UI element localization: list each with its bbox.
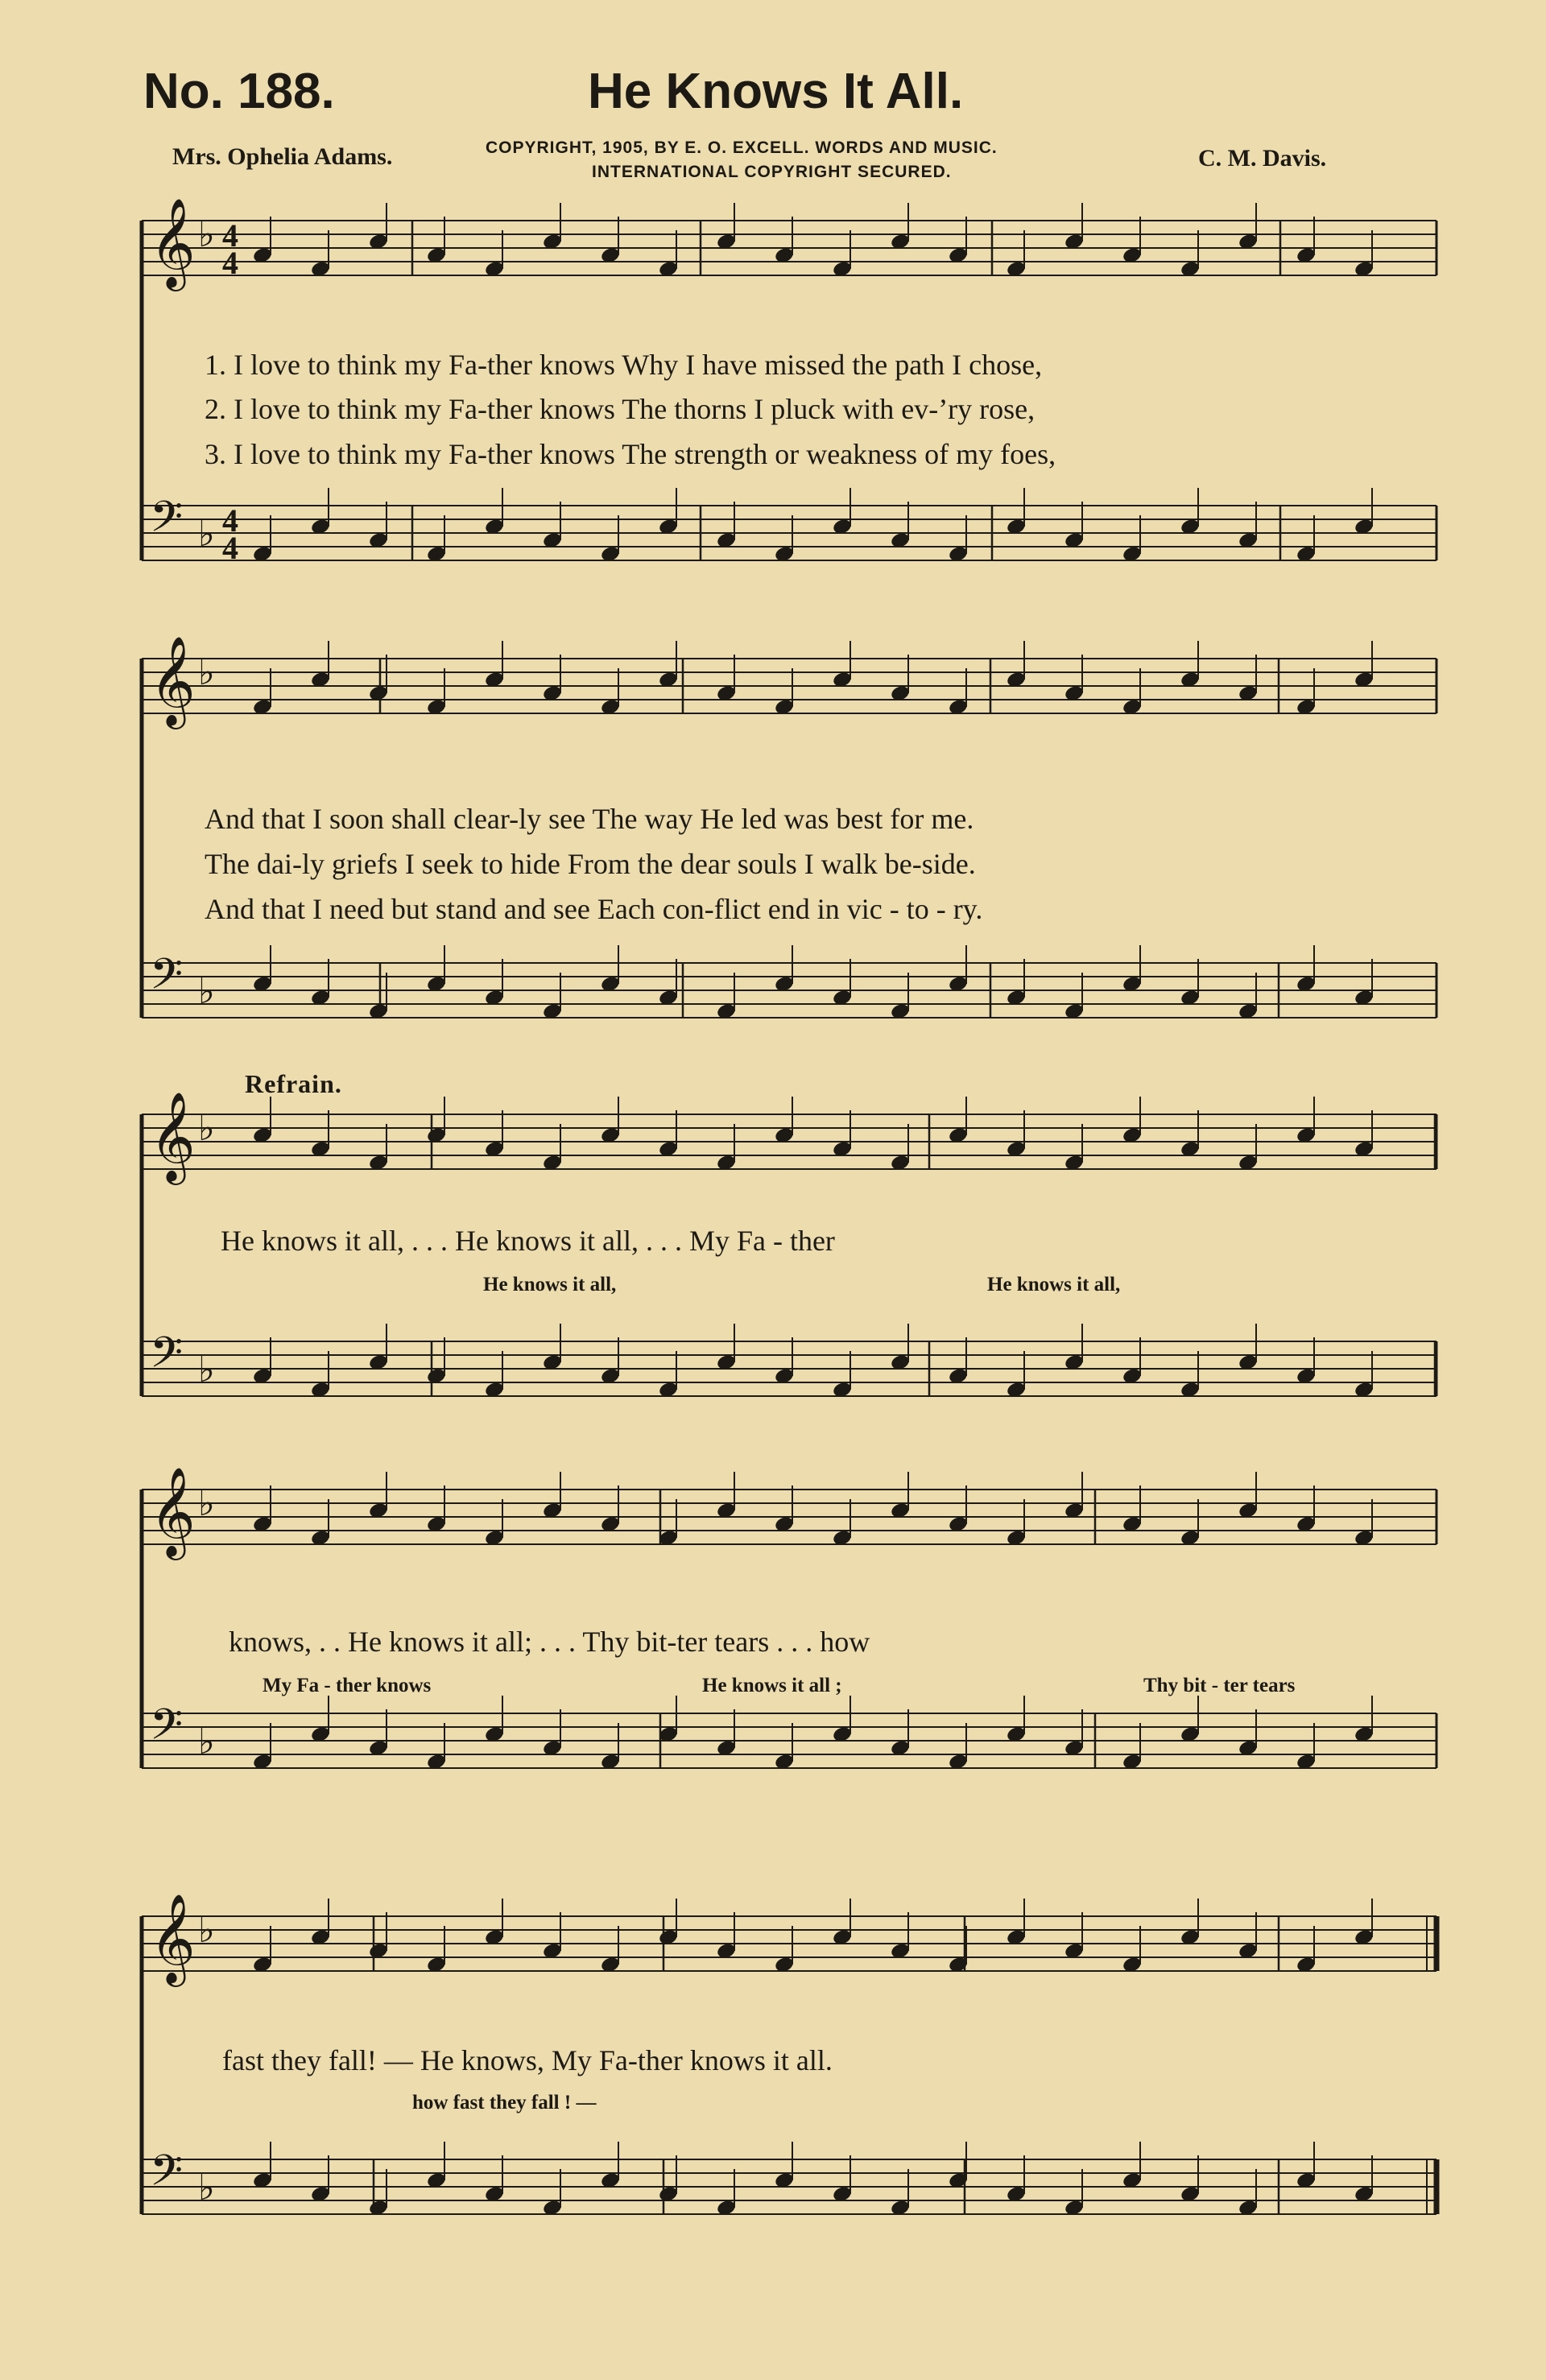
flat-sign: ♭ bbox=[198, 652, 215, 693]
flat-sign: ♭ bbox=[198, 1910, 215, 1951]
refrain-label: Refrain. bbox=[245, 1069, 342, 1098]
treble-clef: 𝄞 bbox=[150, 635, 196, 725]
verse-2-line-1: 2. I love to think my Fa-ther knows The thorns I pluck with ev-’ry rose, bbox=[205, 393, 1035, 425]
flat-sign: ♭ bbox=[198, 214, 215, 255]
time-signature-bottom: 4 bbox=[222, 245, 238, 281]
flat-sign: ♭ bbox=[198, 1483, 215, 1524]
treble-clef: 𝄞 bbox=[150, 1466, 196, 1556]
refrain-echo-6: how fast they fall ! — bbox=[412, 2092, 597, 2113]
refrain-line-1: He knows it all, . . . He knows it all, . . . My Fa - ther bbox=[221, 1225, 835, 1257]
refrain-echo-4: He knows it all ; bbox=[702, 1675, 842, 1696]
time-signature-top: 4 bbox=[222, 502, 238, 539]
verse-1-line-2: And that I soon shall clear-ly see The way He led was best for me. bbox=[205, 803, 974, 835]
flat-sign: ♭ bbox=[198, 1721, 215, 1762]
flat-sign: ♭ bbox=[198, 2167, 215, 2209]
author-credit: Mrs. Ophelia Adams. bbox=[172, 143, 393, 170]
refrain-echo-2: He knows it all, bbox=[987, 1274, 1121, 1295]
composer-credit: C. M. Davis. bbox=[1198, 145, 1327, 171]
refrain-echo-3: My Fa - ther knows bbox=[262, 1675, 432, 1696]
bass-clef: 𝄢 bbox=[150, 1328, 184, 1388]
bass-clef: 𝄢 bbox=[150, 950, 184, 1010]
copyright-line-1: COPYRIGHT, 1905, BY E. O. EXCELL. WORDS AND MUSIC. bbox=[486, 138, 998, 157]
bass-clef: 𝄢 bbox=[150, 2147, 184, 2206]
treble-clef: 𝄞 bbox=[150, 197, 196, 287]
time-signature-bottom: 4 bbox=[222, 530, 238, 566]
time-signature-top: 4 bbox=[222, 217, 238, 254]
hymn-title: He Knows It All. bbox=[588, 64, 964, 119]
flat-sign: ♭ bbox=[198, 514, 215, 555]
hymn-number: No. 188. bbox=[143, 64, 335, 119]
verse-3-line-1: 3. I love to think my Fa-ther knows The strength or weakness of my foes, bbox=[205, 438, 1056, 470]
verse-2-line-2: The dai-ly griefs I seek to hide From the dear souls I walk be-side. bbox=[205, 848, 976, 880]
bass-clef: 𝄢 bbox=[150, 493, 184, 552]
flat-sign: ♭ bbox=[198, 1108, 215, 1149]
refrain-line-2: knows, . . He knows it all; . . . Thy bit-ter tears . . . how bbox=[229, 1626, 870, 1658]
copyright-line-2: INTERNATIONAL COPYRIGHT SECURED. bbox=[592, 163, 952, 181]
bass-clef: 𝄢 bbox=[150, 1700, 184, 1760]
flat-sign: ♭ bbox=[198, 971, 215, 1012]
flat-sign: ♭ bbox=[198, 1349, 215, 1390]
refrain-echo-1: He knows it all, bbox=[483, 1274, 617, 1295]
refrain-line-3: fast they fall! — He knows, My Fa-ther knows it all. bbox=[222, 2044, 833, 2076]
refrain-echo-5: Thy bit - ter tears bbox=[1143, 1675, 1296, 1696]
verse-3-line-2: And that I need but stand and see Each con-flict end in vic - to - ry. bbox=[205, 893, 983, 925]
verse-1-line-1: 1. I love to think my Fa-ther knows Why I have missed the path I chose, bbox=[205, 349, 1043, 381]
treble-clef: 𝄞 bbox=[150, 1893, 196, 1983]
treble-clef: 𝄞 bbox=[150, 1091, 196, 1181]
